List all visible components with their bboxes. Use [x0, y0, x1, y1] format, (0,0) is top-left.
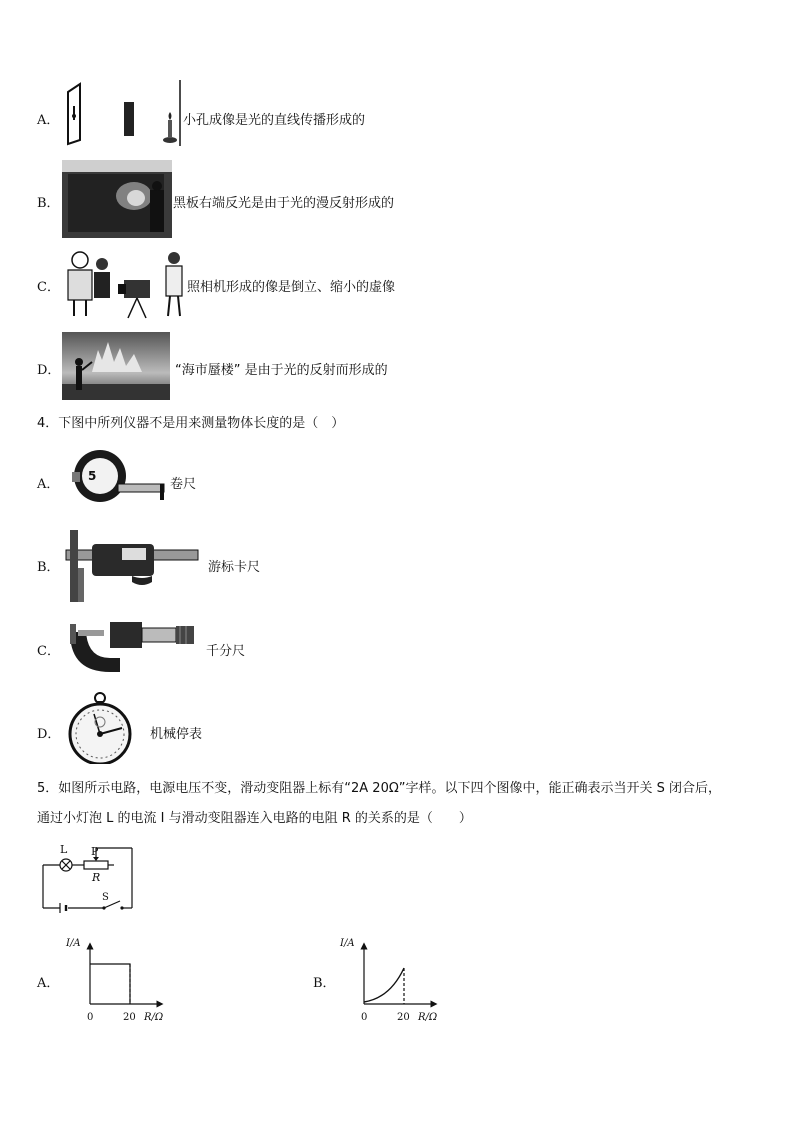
- q4-option-b-text: 游标卡尺: [208, 560, 261, 575]
- q4-option-d-label: D．: [37, 727, 61, 742]
- camera-illustration: [62, 248, 186, 320]
- graph-b-origin: 0: [361, 1012, 368, 1023]
- q4-option-b-label: B．: [37, 560, 60, 575]
- q5-option-b-label: B．: [313, 976, 336, 991]
- q4-option-a-label: A．: [37, 477, 60, 492]
- graph-a-xlabel: R/Ω: [144, 1012, 164, 1023]
- circuit-label-resistor: R: [92, 871, 101, 884]
- q5-stem-line2: 通过小灯泡 L 的电流 I 与滑动变阻器连入电路的电阻 R 的关系的是（ ）: [37, 811, 472, 826]
- blackboard-photo: [62, 160, 172, 238]
- q3-option-b-text: 黑板右端反光是由于光的漫反射形成的: [173, 196, 395, 211]
- q5-stem-line1: 5．如图所示电路，电源电压不变，滑动变阻器上标有“2A 20Ω”字样。以下四个图像中，能正确表示当开关 S 闭合后，: [37, 781, 722, 796]
- q3-option-d-label: D．: [37, 363, 61, 378]
- q4-option-c-label: C．: [37, 644, 60, 659]
- circuit-label-lamp: L: [60, 843, 68, 856]
- q3-option-b-label: B．: [37, 196, 60, 211]
- q3-option-c-text: 照相机形成的像是倒立、缩小的虚像: [187, 280, 396, 295]
- micrometer-image: [64, 614, 200, 680]
- q5-option-a-graph: [64, 934, 184, 1026]
- q4-option-c-text: 千分尺: [206, 644, 246, 659]
- q3-option-a-label: A．: [37, 113, 60, 128]
- circuit-diagram: [38, 843, 138, 913]
- circuit-label-slider: P: [91, 845, 99, 858]
- q3-option-d-text: “海市蜃楼” 是由于光的反射而形成的: [175, 363, 388, 378]
- q5-option-a-label: A．: [37, 976, 60, 991]
- circuit-label-switch: S: [102, 892, 109, 903]
- graph-b-xlabel: R/Ω: [418, 1012, 438, 1023]
- q4-option-d-text: 机械停表: [150, 727, 203, 742]
- stopwatch-image: [64, 692, 150, 764]
- pinhole-image: [62, 80, 182, 146]
- q3-option-c-label: C．: [37, 280, 60, 295]
- tape-measure-image: [68, 448, 168, 512]
- q4-stem: 4．下图中所列仪器不是用来测量物体长度的是（ ）: [37, 416, 345, 431]
- graph-b-ylabel: I/A: [340, 938, 355, 949]
- graph-a-origin: 0: [87, 1012, 94, 1023]
- svg-text:5: 5: [88, 469, 97, 483]
- mirage-photo: [62, 332, 170, 400]
- graph-a-tick: 20: [123, 1012, 136, 1023]
- q5-option-b-graph: [338, 934, 458, 1026]
- graph-a-ylabel: I/A: [66, 938, 81, 949]
- q3-option-a-text: 小孔成像是光的直线传播形成的: [183, 113, 366, 128]
- vernier-caliper-image: [62, 528, 202, 604]
- graph-b-tick: 20: [397, 1012, 410, 1023]
- q4-option-a-text: 卷尺: [170, 477, 197, 492]
